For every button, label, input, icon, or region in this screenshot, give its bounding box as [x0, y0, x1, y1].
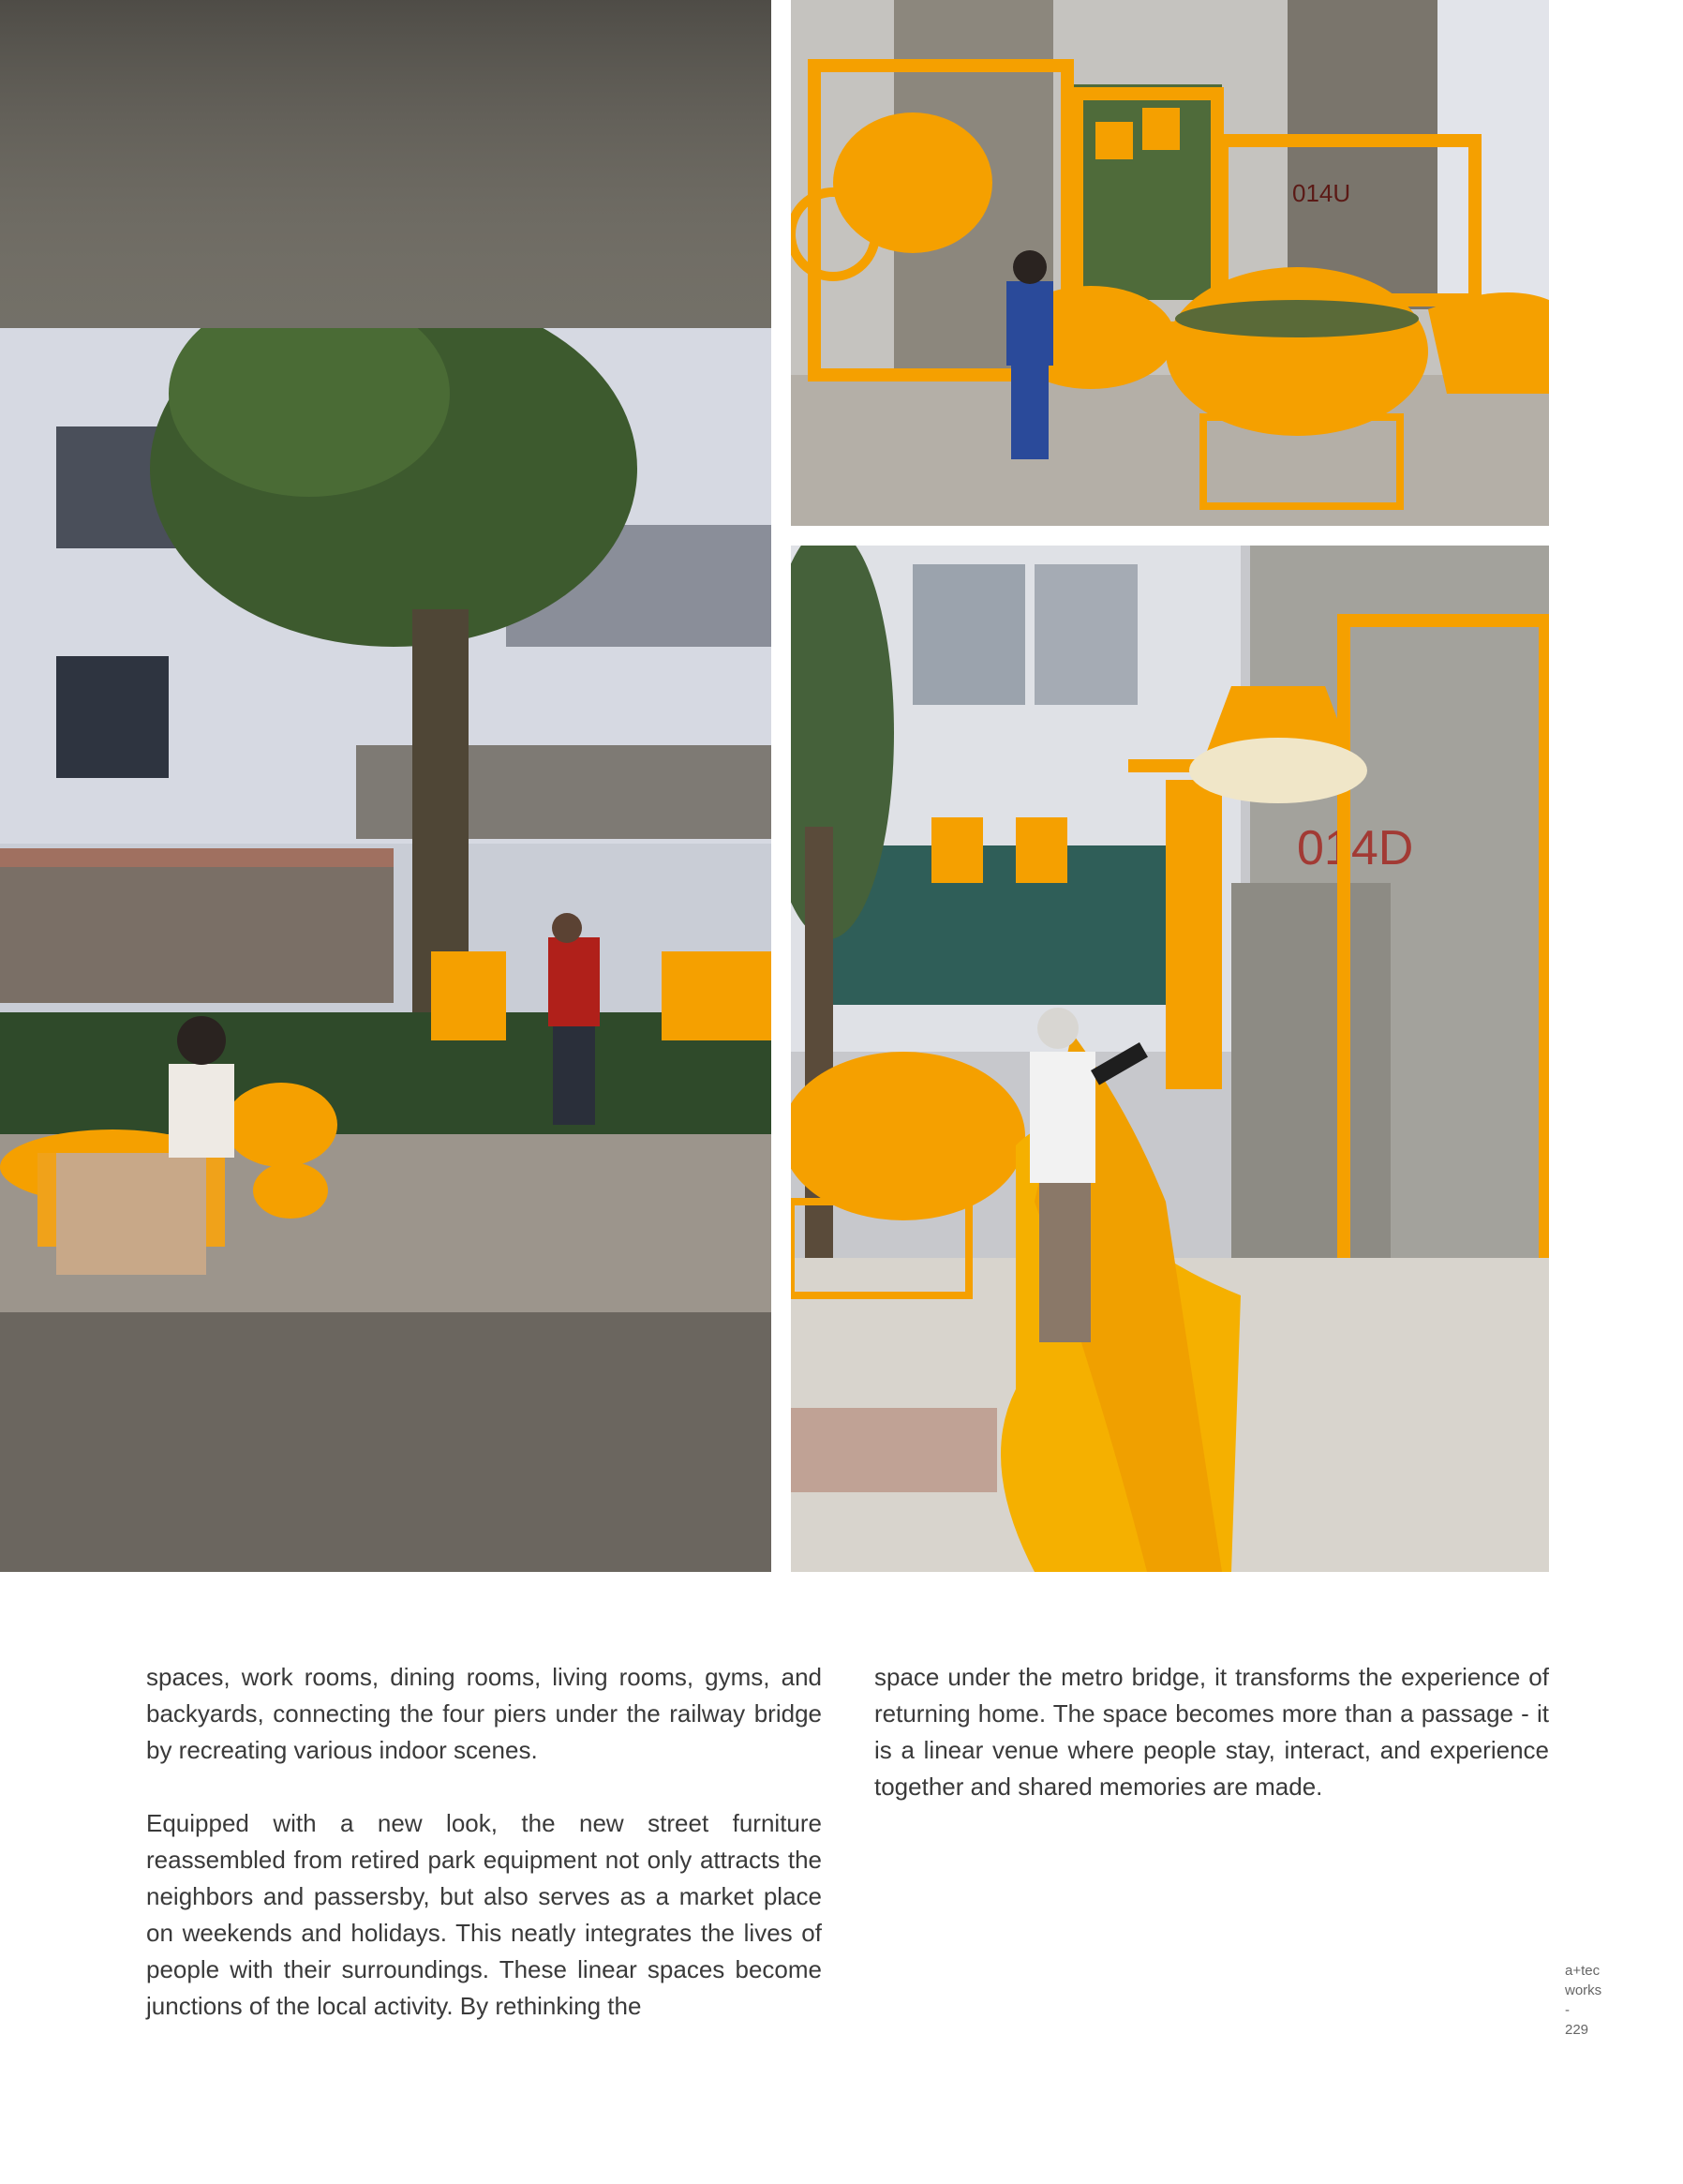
paragraph: spaces, work rooms, dining rooms, living rooms, gyms, and backyards, connecting the four piers under the railway bridge by recreating various indoor scenes.: [146, 1663, 822, 1764]
photo-children-playing-under-bridge: [0, 0, 771, 1572]
folio-section: works: [1565, 1982, 1602, 1998]
folio-separator: -: [1565, 2002, 1570, 2018]
page-number: 229: [1565, 2022, 1589, 2038]
paragraph: space under the metro bridge, it transforms the experience of returning home. The space becomes more than a passage - it is a linear venue where people stay, interact, and experience together and shared memories are made.: [874, 1663, 1549, 1801]
paragraph: Equipped with a new look, the new street furniture reassembled from retired park equipment not only attracts the neighbors and passersby, but also serves as a market place on weekends and holidays. This neatly integrates the lives of people with their surroundings. These linear spaces become junctions of the local activity. By rethinking the: [146, 1809, 822, 2020]
body-text-right-column: [874, 1659, 1549, 1842]
folio-publication: a+tec: [1565, 1963, 1601, 1979]
page-folio: [1565, 1961, 1601, 2040]
photo-elderly-man-with-lamp: [791, 546, 1549, 1572]
photo-child-at-orange-frame: [791, 0, 1549, 526]
body-text-left-column: [146, 1659, 822, 2061]
pier-code-top: 014U: [1292, 179, 1351, 207]
pier-code-bottom: 014D: [1297, 821, 1414, 875]
